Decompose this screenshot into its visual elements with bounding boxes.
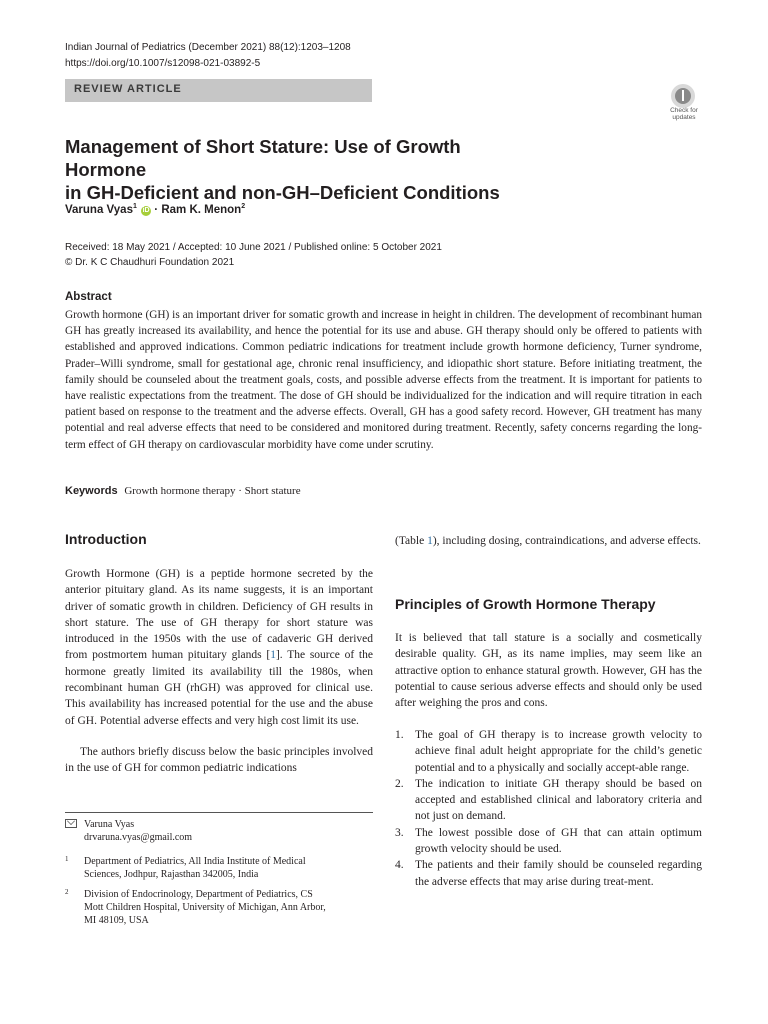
check-for-updates-badge[interactable] bbox=[666, 84, 702, 124]
principles-list bbox=[395, 727, 702, 890]
article-history bbox=[65, 240, 442, 270]
author-name[interactable]: Ram K. Menon bbox=[161, 203, 242, 216]
keywords bbox=[65, 485, 301, 497]
article-type-banner bbox=[65, 79, 372, 102]
author-list bbox=[65, 203, 245, 216]
section-heading-introduction: Introduction bbox=[65, 531, 147, 547]
affiliation-mark: 2 bbox=[241, 203, 246, 210]
affiliation-number: 1 bbox=[65, 855, 69, 863]
corresponding-name: Varuna Vyas bbox=[84, 819, 135, 830]
copyright-line: © Dr. K C Chaudhuri Foundation 2021 bbox=[65, 257, 235, 268]
list-item: 2. The indication to initiate GH therapy should be based on accepted and established clinical and laboratory criteria and not just on demand. bbox=[395, 777, 702, 823]
orcid-icon[interactable]: iD bbox=[142, 206, 150, 214]
list-item: 4. The patients and their family should be counseled regarding the adverse effects that may arise during treat-ment. bbox=[395, 859, 702, 888]
history-dates: Received: 18 May 2021 / Accepted: 10 June 2021 / Published online: 5 October 2021 bbox=[65, 242, 442, 253]
affiliation-mark: 1 bbox=[132, 203, 137, 210]
check-for-updates-label: Check for updates bbox=[670, 107, 698, 121]
author-separator: · bbox=[151, 203, 162, 216]
keywords-text: Growth hormone therapy · Short stature bbox=[124, 485, 301, 497]
list-item: 1. The goal of GH therapy is to increase growth velocity to achieve final adult height appropriate for the child’s genetic potential and to a physically and socially accept-able range. bbox=[395, 729, 702, 774]
journal-header bbox=[65, 40, 351, 72]
list-item: 3. The lowest possible dose of GH that can attain optimum growth velocity should be used. bbox=[395, 826, 702, 856]
intro-paragraph-2-continued: (Table 1), including dosing, contraindications, and adverse effects. bbox=[395, 535, 701, 547]
abstract-text: Growth hormone (GH) is an important driver for somatic growth and increase in height in children. The development of recombinant human GH has greatly increased its availability, and hence the potential for its use and abuse. GH therapy should only be offered to patients with established and approved indications. Common pediatric indications for treatment include growth hormone deficiency, Turner syndrome, Prader–Willi syndrome, small for gestational age, chronic renal insufficiency, and idiopathic short stature. Before initiating treatment, the family should be counseled about the treatment goals, costs, and possible adverse effects from the treatment. It is important for patients to have realistic expectations from the treatment. The dose of GH should be individualized for the indication and will require titration in each patient based on response to the treatment and the adverse effects. Overall, GH has a good safety record. However, GH treatment has many potential and real adverse effects that need to be considered and monitored during treatment. Recently, safety concerns regarding the long-term effect of GH therapy on cardiovascular morbidity have come under scrutiny. bbox=[65, 309, 702, 451]
title-line-1: Management of Short Stature: Use of Growth Hormone bbox=[65, 136, 461, 180]
article-type-label: REVIEW ARTICLE bbox=[74, 83, 182, 95]
envelope-icon bbox=[65, 819, 77, 828]
affiliation-number: 2 bbox=[65, 888, 69, 896]
title-line-2: in GH-Deficient and non-GH–Deficient Conditions bbox=[65, 182, 500, 203]
reference-link[interactable]: 1 bbox=[270, 649, 276, 662]
principles-paragraph: It is believed that tall stature is a socially and cosmetically desirable quality. GH, as its name implies, may seem like an attractive option to enhance statural growth. However, GH has the potential to cause serious adverse effects and should only be used after weighing the pros and cons. bbox=[395, 632, 702, 710]
journal-citation: Indian Journal of Pediatrics (December 2021) 88(12):1203–1208 bbox=[65, 42, 351, 53]
keywords-label: Keywords bbox=[65, 485, 118, 497]
footnote-divider bbox=[65, 812, 373, 813]
intro-paragraph-2: The authors briefly discuss below the basic principles involved in the use of GH for common pediatric indications bbox=[65, 746, 373, 775]
author-name[interactable]: Varuna Vyas bbox=[65, 203, 133, 216]
table-link[interactable]: 1 bbox=[427, 535, 433, 547]
intro-paragraph-1: Growth Hormone (GH) is a peptide hormone secreted by the anterior pituitary gland. As its name suggests, it is an important driver of somatic growth in children. Deficiency of GH results in short stature. The use of GH therapy for short stature was introduced in the 1950s with the use of cadaveric GH derived from postmortem human pituitary glands [1]. The source of the hormone greatly limited its availability till the 1980s, when recombinant human GH (rhGH) was approved for clinical use. This availability has increased potential for the use and the abuse of GH. Potential adverse effects and very high cost limit its use. bbox=[65, 568, 373, 727]
check-for-updates-icon bbox=[671, 84, 695, 108]
abstract-heading: Abstract bbox=[65, 291, 112, 303]
article-title bbox=[65, 135, 545, 204]
corresponding-email[interactable]: drvaruna.vyas@gmail.com bbox=[84, 832, 193, 843]
section-heading-principles: Principles of Growth Hormone Therapy bbox=[395, 596, 656, 612]
journal-doi[interactable]: https://doi.org/10.1007/s12098-021-03892-5 bbox=[65, 58, 261, 69]
